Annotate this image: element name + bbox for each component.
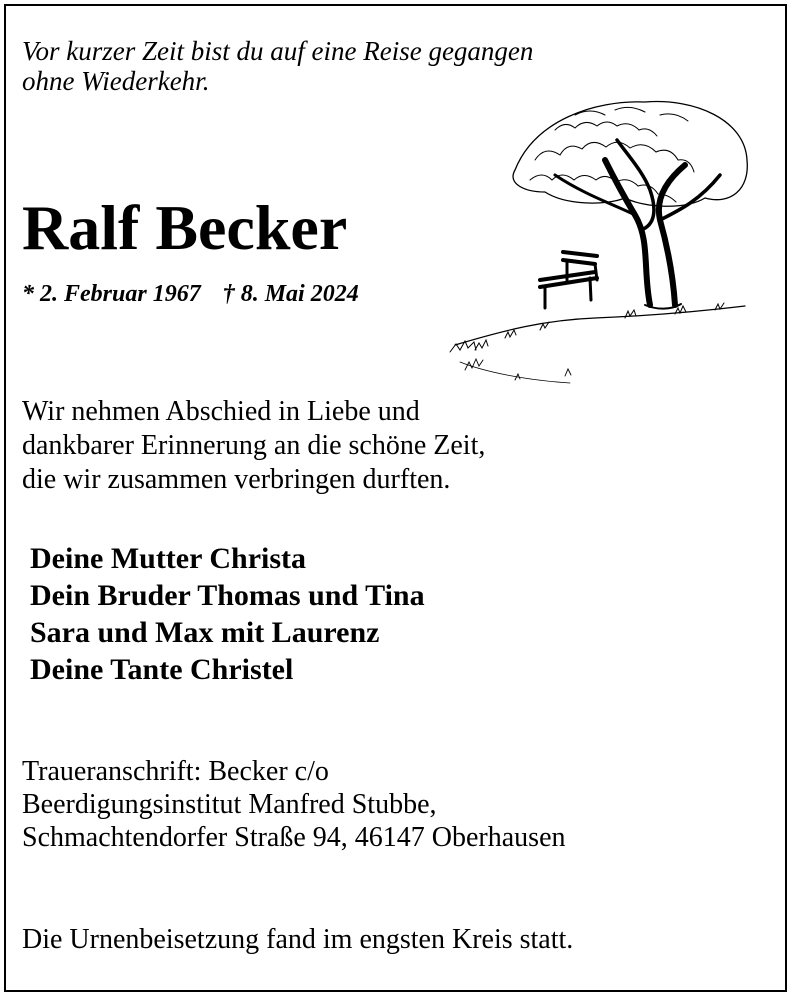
address-line: Schmachtendorfer Straße 94, 46147 Oberhausen	[22, 822, 566, 853]
family-signatures	[30, 540, 425, 688]
deceased-name: Ralf Becker	[22, 192, 348, 263]
mourning-address	[22, 755, 566, 854]
life-dates	[22, 280, 359, 308]
birth-date: * 2. Februar 1967	[22, 281, 201, 307]
farewell-text	[22, 395, 485, 497]
address-line: Traueranschrift: Becker c/o	[22, 756, 329, 787]
family-member: Sara und Max mit Laurenz	[30, 616, 380, 649]
family-member: Dein Bruder Thomas und Tina	[30, 579, 425, 612]
farewell-line: Wir nehmen Abschied in Liebe und	[22, 396, 420, 427]
family-member: Deine Tante Christel	[30, 653, 294, 686]
address-line: Beerdigungsinstitut Manfred Stubbe,	[22, 789, 437, 820]
burial-note: Die Urnenbeisetzung fand im engsten Kreis statt.	[22, 924, 574, 955]
tree-with-bench-icon	[445, 80, 755, 390]
quote-line: ohne Wiederkehr.	[22, 66, 210, 96]
death-date: † 8. Mai 2024	[222, 281, 359, 307]
farewell-line: die wir zusammen verbringen durften.	[22, 464, 451, 495]
quote-line: Vor kurzer Zeit bist du auf eine Reise gegangen	[22, 36, 534, 66]
family-member: Deine Mutter Christa	[30, 542, 307, 575]
farewell-line: dankbarer Erinnerung an die schöne Zeit,	[22, 430, 486, 461]
